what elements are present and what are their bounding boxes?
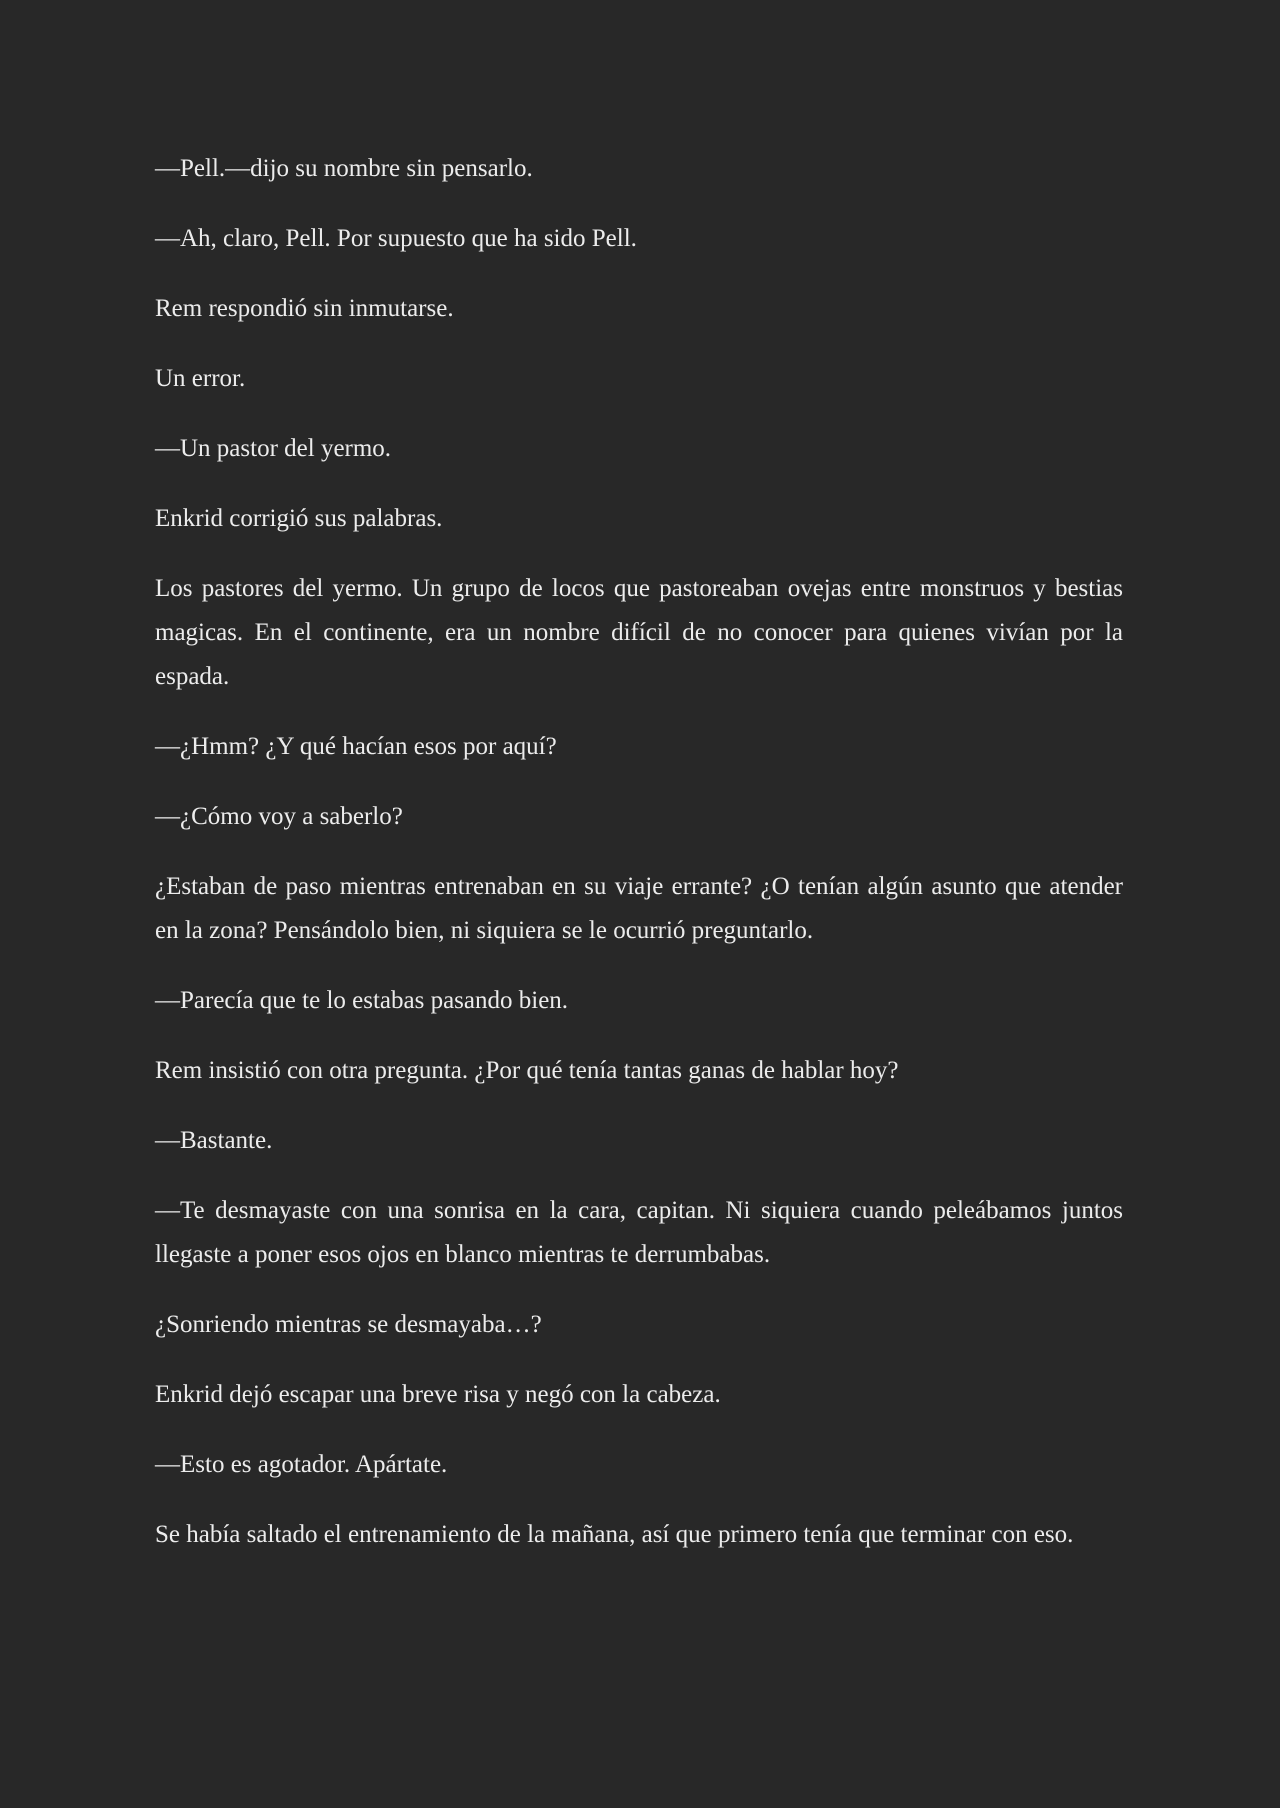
paragraph: —Bastante. — [155, 1127, 273, 1154]
paragraph: —¿Cómo voy a saberlo? — [155, 803, 403, 830]
paragraph: Un error. — [155, 365, 246, 392]
paragraph: —Parecía que te lo estabas pasando bien. — [155, 987, 569, 1014]
document-page — [155, 147, 1123, 1583]
paragraph: Se había saltado el entrenamiento de la mañana, así que primero tenía que terminar con eso. — [155, 1521, 1074, 1548]
paragraph: Rem insistió con otra pregunta. ¿Por qué tenía tantas ganas de hablar hoy? — [155, 1057, 899, 1084]
paragraph: Rem respondió sin inmutarse. — [155, 295, 454, 322]
paragraph: —¿Hmm? ¿Y qué hacían esos por aquí? — [155, 733, 557, 760]
paragraph: ¿Estaban de paso mientras entrenaban en su viaje errante? ¿O tenían algún asunto que atender en la zona? Pensándolo bien, ni siquiera se le ocurrió preguntarlo. — [155, 873, 1123, 944]
paragraph: Los pastores del yermo. Un grupo de locos que pastoreaban ovejas entre monstruos y bestias magicas. En el continente, era un nombre difícil de no conocer para quienes vivían por la espada. — [155, 575, 1123, 690]
paragraph: —Esto es agotador. Apártate. — [155, 1451, 448, 1478]
paragraph: —Ah, claro, Pell. Por supuesto que ha sido Pell. — [155, 225, 637, 252]
paragraph: Enkrid dejó escapar una breve risa y negó con la cabeza. — [155, 1381, 721, 1408]
paragraph: ¿Sonriendo mientras se desmayaba…? — [155, 1311, 542, 1338]
paragraph: —Te desmayaste con una sonrisa en la cara, capitan. Ni siquiera cuando peleábamos juntos llegaste a poner esos ojos en blanco mientras te derrumbabas. — [155, 1197, 1123, 1268]
paragraph: —Un pastor del yermo. — [155, 435, 392, 462]
paragraph: Enkrid corrigió sus palabras. — [155, 505, 443, 532]
paragraph: —Pell.—dijo su nombre sin pensarlo. — [155, 155, 533, 182]
